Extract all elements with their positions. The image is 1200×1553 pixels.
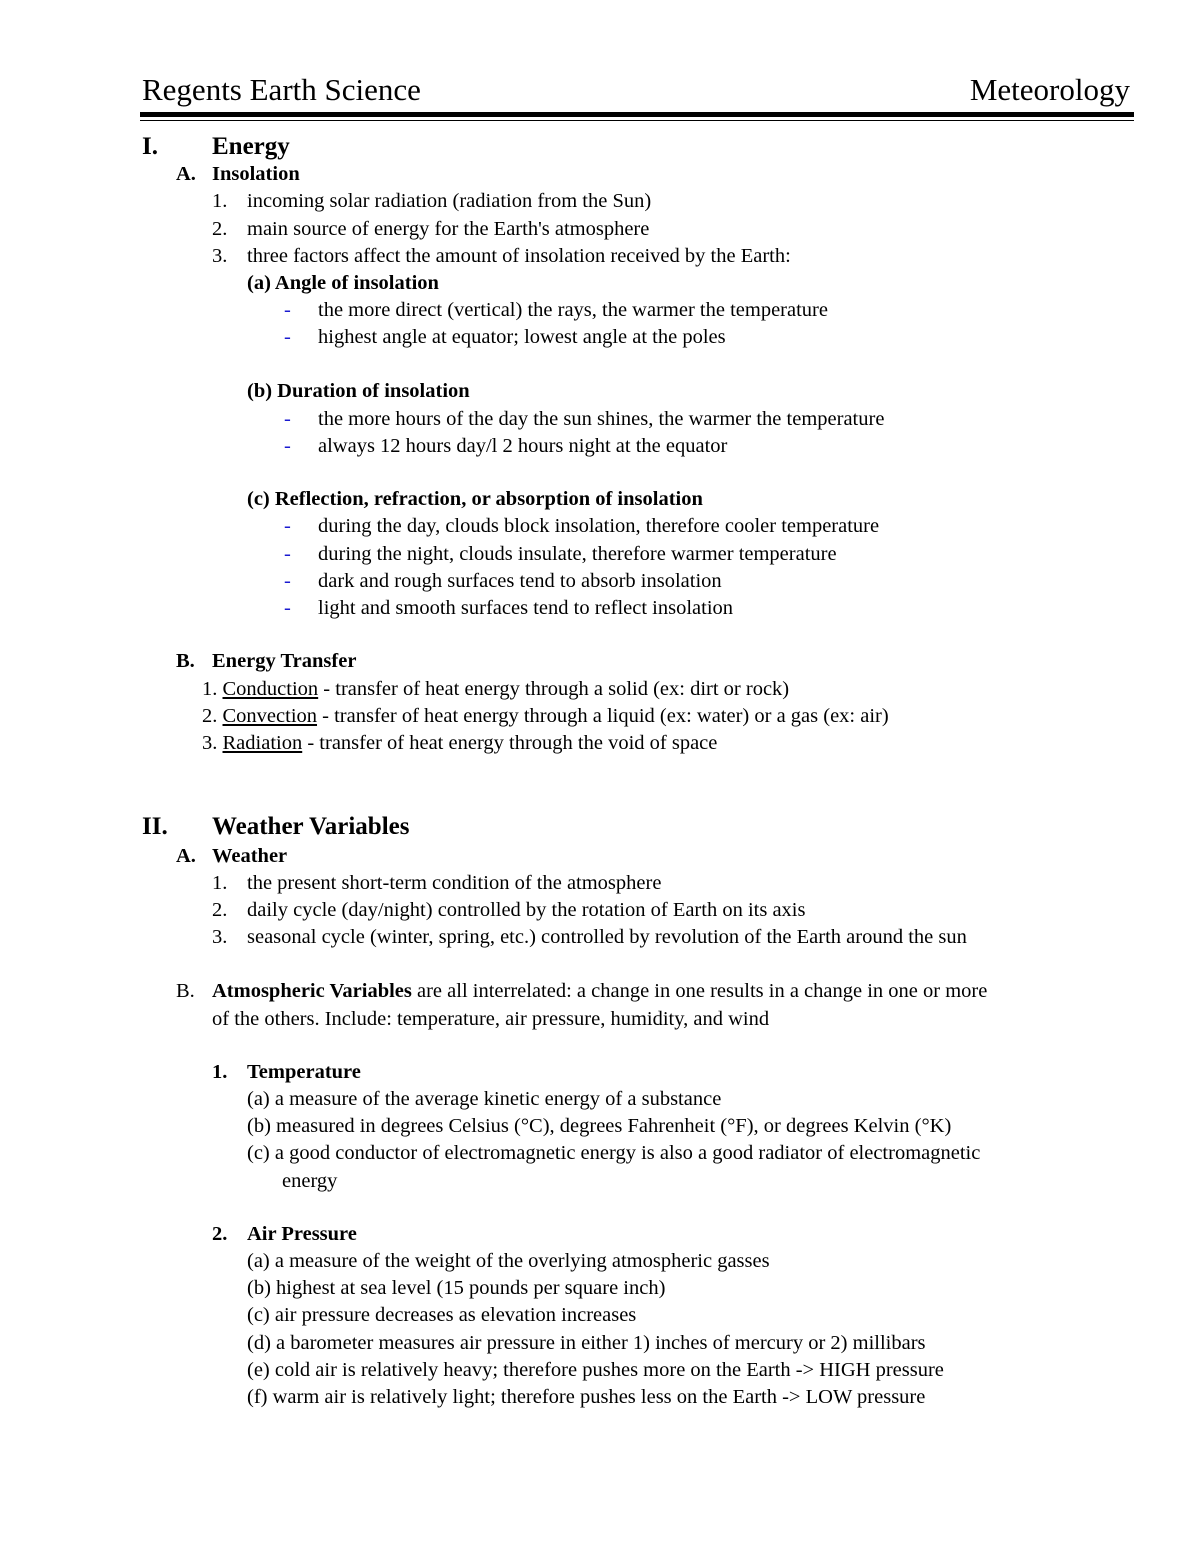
subsection-1a-title: Insolation xyxy=(212,163,300,185)
bullet-item: during the day, clouds block insolation, therefore cooler temperature xyxy=(318,515,880,537)
list-number: 1. xyxy=(212,872,228,894)
subsection-1a-label: A. xyxy=(176,163,196,185)
list-item: daily cycle (day/night) controlled by the rotation of Earth on its axis xyxy=(247,899,806,921)
subsection-1b-label: B. xyxy=(176,650,195,672)
list-number: 2. xyxy=(202,705,218,727)
definition: - transfer of heat energy through the void of space xyxy=(302,732,718,754)
list-item: (a) a measure of the weight of the overlying atmospheric gasses xyxy=(247,1250,770,1272)
list-number: 1. xyxy=(212,190,228,212)
header-rule-thick xyxy=(140,112,1134,117)
section-1-title: Energy xyxy=(212,133,290,160)
section-2-number: II. xyxy=(142,813,168,840)
definition: - transfer of heat energy through a liquid (ex: water) or a gas (ex: air) xyxy=(317,705,889,727)
transfer-item-radiation xyxy=(202,730,717,756)
term-convection: Convection xyxy=(222,705,318,727)
bullet-dash: - xyxy=(284,597,291,619)
factor-c-title: (c) Reflection, refraction, or absorption of insolation xyxy=(247,488,703,510)
list-item: (c) air pressure decreases as elevation increases xyxy=(247,1304,637,1326)
section-2-title: Weather Variables xyxy=(212,813,410,840)
list-item: (e) cold air is relatively heavy; therefore pushes more on the Earth -> HIGH pressure xyxy=(247,1359,944,1381)
list-number: 3. xyxy=(212,245,228,267)
bullet-dash: - xyxy=(284,543,291,565)
subsection-2b-line-2: of the others. Include: temperature, air pressure, humidity, and wind xyxy=(212,1008,770,1030)
list-number: 1. xyxy=(212,1061,228,1083)
bullet-dash: - xyxy=(284,435,291,457)
header-unit-title: Meteorology xyxy=(969,72,1130,107)
transfer-item-conduction xyxy=(202,676,789,702)
header-rule-thin xyxy=(140,120,1134,121)
list-item: (c) a good conductor of electromagnetic energy is also a good radiator of electromagnetic xyxy=(247,1142,981,1164)
bullet-item: the more direct (vertical) the rays, the warmer the temperature xyxy=(318,299,828,321)
list-number: 3. xyxy=(202,732,218,754)
list-item: (f) warm air is relatively light; therefore pushes less on the Earth -> LOW pressure xyxy=(247,1386,926,1408)
bullet-item: dark and rough surfaces tend to absorb insolation xyxy=(318,570,722,592)
temperature-title: Temperature xyxy=(247,1061,361,1083)
bullet-item: always 12 hours day/l 2 hours night at the equator xyxy=(318,435,728,457)
bullet-item: the more hours of the day the sun shines, the warmer the temperature xyxy=(318,408,885,430)
list-item: the present short-term condition of the atmosphere xyxy=(247,872,662,894)
list-item: main source of energy for the Earth's atmosphere xyxy=(247,218,650,240)
subsection-2b-line-1: Atmospheric Variables are all interrelated: a change in one results in a change in one or more xyxy=(212,980,988,1002)
bullet-item: during the night, clouds insulate, therefore warmer temperature xyxy=(318,543,837,565)
term-conduction: Conduction xyxy=(222,678,319,700)
bullet-item: light and smooth surfaces tend to reflect insolation xyxy=(318,597,734,619)
bullet-dash: - xyxy=(284,299,291,321)
subsection-2b-title: Atmospheric Variables xyxy=(212,980,412,1002)
list-number: 2. xyxy=(212,1223,228,1245)
bullet-dash: - xyxy=(284,570,291,592)
list-item: (d) a barometer measures air pressure in either 1) inches of mercury or 2) millibars xyxy=(247,1332,926,1354)
list-item: (b) highest at sea level (15 pounds per square inch) xyxy=(247,1277,666,1299)
transfer-item-convection xyxy=(202,703,889,729)
header-course-title: Regents Earth Science xyxy=(142,72,421,107)
air-pressure-title: Air Pressure xyxy=(247,1223,357,1245)
factor-b-title: (b) Duration of insolation xyxy=(247,380,470,402)
subsection-2a-title: Weather xyxy=(212,845,288,867)
bullet-dash: - xyxy=(284,515,291,537)
subsection-1b-title: Energy Transfer xyxy=(212,650,357,672)
list-item: three factors affect the amount of insolation received by the Earth: xyxy=(247,245,791,267)
list-item: (b) measured in degrees Celsius (°C), degrees Fahrenheit (°F), or degrees Kelvin (°K) xyxy=(247,1115,952,1137)
list-item: (a) a measure of the average kinetic energy of a substance xyxy=(247,1088,722,1110)
bullet-dash: - xyxy=(284,326,291,348)
subsection-2b-label: B. xyxy=(176,980,195,1002)
list-number: 2. xyxy=(212,218,228,240)
term-radiation: Radiation xyxy=(222,732,303,754)
list-number: 2. xyxy=(212,899,228,921)
list-number: 3. xyxy=(212,926,228,948)
list-item: incoming solar radiation (radiation from the Sun) xyxy=(247,190,652,212)
factor-a-title: (a) Angle of insolation xyxy=(247,272,439,294)
list-number: 1. xyxy=(202,678,218,700)
subsection-2a-label: A. xyxy=(176,845,196,867)
definition: - transfer of heat energy through a solid (ex: dirt or rock) xyxy=(318,678,790,700)
section-1-number: I. xyxy=(142,133,158,160)
bullet-item: highest angle at equator; lowest angle at the poles xyxy=(318,326,726,348)
list-item: seasonal cycle (winter, spring, etc.) controlled by revolution of the Earth around the sun xyxy=(247,926,967,948)
bullet-dash: - xyxy=(284,408,291,430)
list-item-continued: energy xyxy=(282,1170,338,1192)
